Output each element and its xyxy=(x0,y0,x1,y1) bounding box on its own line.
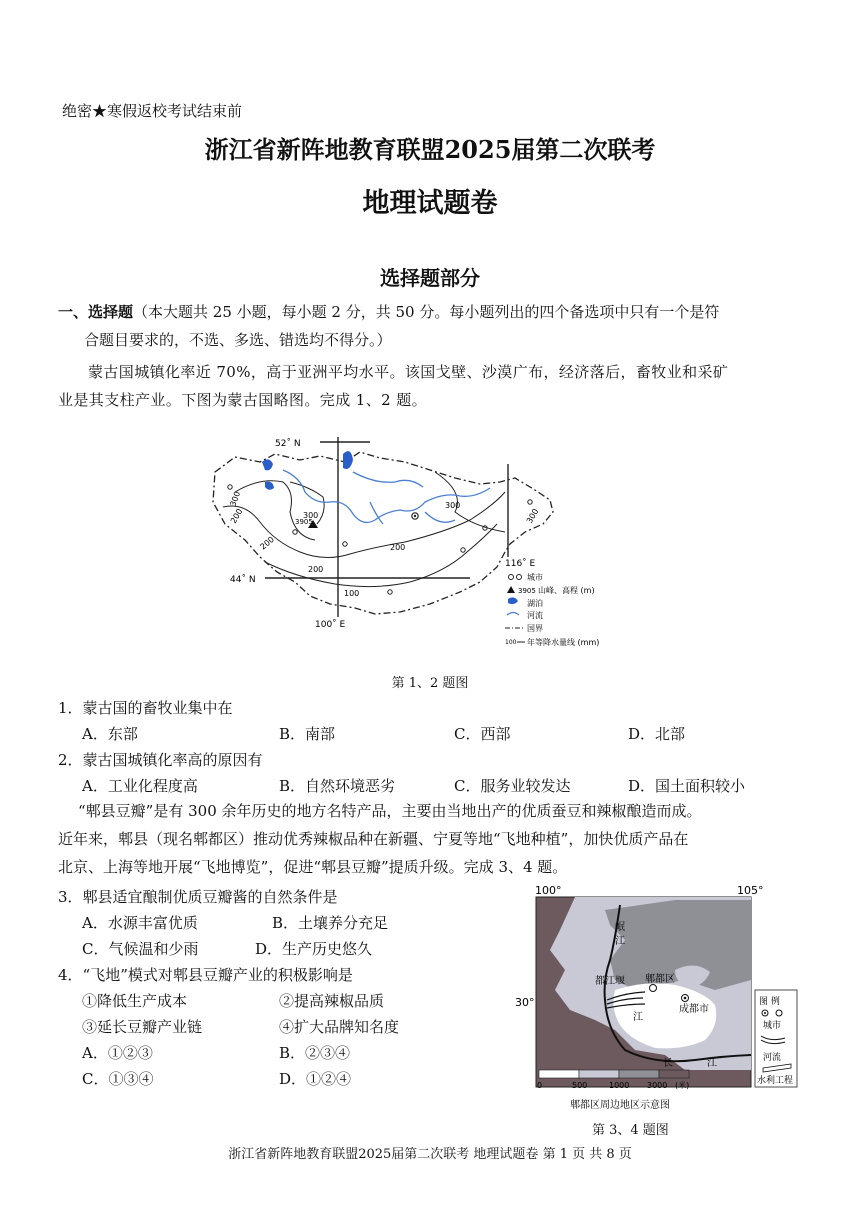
lat-30-label: 30° xyxy=(515,996,535,1009)
q4-statement-1: ①降低生产成本 xyxy=(82,992,188,1010)
river-min-jiang-label: 江 xyxy=(615,936,625,947)
passage2-line3: 北京、上海等地开展“飞地博览”，促进“郫县豆瓣”提质升级。完成 3、4 题。 xyxy=(58,858,568,876)
capital-dot xyxy=(414,515,416,517)
passage2-line2: 近年来，郫县（现名郫都区）推动优秀辣椒品种在新疆、宁夏等地“飞地种植”，加快优质产品在 xyxy=(58,830,689,848)
page-footer: 浙江省新阵地教育联盟2025届第二次联考 地理试题卷 第 1 页 共 8 页 xyxy=(228,1147,632,1162)
isoline-100 xyxy=(265,524,497,587)
legend-isoline: 年等降水量线 (mm) xyxy=(527,638,600,647)
q4-option-a[interactable]: A．①②③ xyxy=(82,1044,153,1062)
legend-lake-icon xyxy=(508,597,518,604)
legend-isoline-num: 100 xyxy=(505,639,517,646)
changjiang-chang-label: 长 xyxy=(663,1058,673,1069)
legend-river: 河流 xyxy=(527,611,543,620)
scale-0-500 xyxy=(539,1070,579,1078)
legend-border: 国界 xyxy=(527,624,543,633)
q4-statement-3: ③延长豆瓣产业链 xyxy=(82,1018,203,1036)
isoline-label-200: 200 xyxy=(258,534,276,552)
q1-option-a[interactable]: A．东部 xyxy=(82,725,138,743)
river-north xyxy=(353,472,423,487)
map2-legend-river: 河流 xyxy=(763,1053,782,1063)
scale-3000-plus xyxy=(659,1070,689,1078)
map2-legend-title: 图 例 xyxy=(759,997,780,1007)
q3-option-a[interactable]: A．水源丰富优质 xyxy=(82,914,198,932)
isoline-label-300: 300 xyxy=(445,501,461,510)
isoline-label-200: 200 xyxy=(228,507,245,525)
passage2 xyxy=(58,797,818,881)
chengdu-city-dot xyxy=(684,997,687,1000)
scale-label-500: 500 xyxy=(572,1081,588,1090)
label-116e: 116˚ E xyxy=(505,559,536,569)
subject-title: 地理试题卷 xyxy=(362,188,498,219)
q1-stem: 1．蒙古国的畜牧业集中在 xyxy=(58,699,233,717)
passage1-line1: 蒙古国城镇化率近 70%，高于亚洲平均水平。该国戈壁、沙漠广布，经济落后，畜牧业和采矿 xyxy=(88,363,729,381)
city-marker xyxy=(461,548,465,552)
passage1 xyxy=(58,358,808,414)
q3-option-c[interactable]: C．气候温和少雨 xyxy=(82,940,199,958)
chengdu-label: 成都市 xyxy=(679,1004,709,1015)
q2-option-d[interactable]: D．国土面积较小 xyxy=(628,777,746,795)
lon-100-label: 100° xyxy=(535,884,562,897)
scale-label-1000: 1000 xyxy=(609,1081,630,1090)
changjiang-jiang-label: 江 xyxy=(707,1058,717,1069)
q4-option-c[interactable]: C．①③④ xyxy=(82,1070,154,1088)
q4-statement-4: ④扩大品牌知名度 xyxy=(279,1018,400,1036)
lake-khovsgol xyxy=(343,451,353,469)
q3-stem: 3．郫县适宜酿制优质豆瓣酱的自然条件是 xyxy=(58,888,338,906)
lon-105-label: 105° xyxy=(737,884,764,897)
pidu-city-marker xyxy=(650,985,657,992)
q2-option-b[interactable]: B．自然环境恶劣 xyxy=(279,777,396,795)
legend-peak: 山峰、高程 (m) xyxy=(538,586,595,595)
legend-peak-icon xyxy=(507,586,515,593)
lake-uvs xyxy=(262,459,273,470)
legend-lake: 湖泊 xyxy=(527,599,543,608)
scale-label-unit: (米) xyxy=(675,1081,690,1090)
mongolia-map xyxy=(205,432,635,652)
legend-city-icon-dot xyxy=(764,1012,766,1014)
q4-option-d[interactable]: D．①②④ xyxy=(279,1070,352,1088)
map1-caption: 第 1、2 题图 xyxy=(391,676,469,691)
river-min-label: 岷 xyxy=(615,922,625,933)
scale-500-1000 xyxy=(579,1070,619,1078)
q4-stem: 4．“飞地”模式对郫县豆瓣产业的积极影响是 xyxy=(58,966,353,984)
map2-legend-project: 水利工程 xyxy=(757,1076,794,1086)
q2-stem: 2．蒙古国城镇化率高的原因有 xyxy=(58,751,263,769)
lake-khyargas xyxy=(265,482,274,490)
scale-label-3000: 3000 xyxy=(647,1081,668,1090)
q2-option-c[interactable]: C．服务业较发达 xyxy=(454,777,571,795)
isoline-label-200: 200 xyxy=(390,543,406,552)
q1-option-c[interactable]: C．西部 xyxy=(454,725,511,743)
passage2-line1: “郫县豆瓣”是有 300 余年历史的地方名特产品，主要由当地出产的优质蚕豆和辣椒酿造而成。 xyxy=(78,802,702,820)
legend-city-icon xyxy=(517,575,522,580)
isoline-label-300: 300 xyxy=(303,511,319,520)
q1-option-b[interactable]: B．南部 xyxy=(279,725,336,743)
river-east xyxy=(425,512,455,522)
city-marker xyxy=(228,485,232,489)
part1-instructions-a: （本大题共 25 小题，每小题 2 分，共 50 分。每小题列出的四个备选项中只有一个是符 xyxy=(133,303,720,321)
part1-instructions-b: 合题目要求的，不选、多选、错选均不得分。） xyxy=(84,331,392,349)
q3-option-b[interactable]: B．土壤养分充足 xyxy=(272,914,389,932)
confidential-note: 绝密★寒假返校考试结束前 xyxy=(62,102,243,120)
river-branch xyxy=(370,502,383,524)
map1-legend xyxy=(505,572,599,647)
label-44n: 44˚ N xyxy=(230,575,256,585)
q3-option-d[interactable]: D．生产历史悠久 xyxy=(255,940,373,958)
city-marker xyxy=(528,500,532,504)
map2-legend-city: 城市 xyxy=(763,1021,782,1031)
river-jiang-label: 江 xyxy=(633,1012,643,1023)
q2-option-a[interactable]: A．工业化程度高 xyxy=(82,777,198,795)
q4-option-b[interactable]: B．②③④ xyxy=(279,1044,351,1062)
legend-river-icon xyxy=(507,613,519,616)
exam-title: 浙江省新阵地教育联盟2025届第二次联考 xyxy=(204,135,656,164)
label-100e: 100˚ E xyxy=(315,620,346,630)
dujiangyan-label: 都江堰 xyxy=(595,976,625,987)
label-52n: 52˚ N xyxy=(275,439,301,449)
legend-peak-num: 3905 xyxy=(518,587,536,595)
map2-caption: 第 3、4 题图 xyxy=(592,1123,669,1138)
city-marker xyxy=(343,542,347,546)
section-title: 选择题部分 xyxy=(380,266,480,290)
part1-heading: 一、选择题 xyxy=(58,303,134,321)
q4-statement-2: ②提高辣椒品质 xyxy=(279,992,385,1010)
scale-label-0: 0 xyxy=(537,1081,543,1090)
isoline-label-200: 200 xyxy=(308,565,324,574)
legend-city: 城市 xyxy=(527,573,543,582)
scale-1000-3000 xyxy=(619,1070,659,1078)
peak-height-label: 3905 xyxy=(295,518,313,526)
legend-city-icon xyxy=(509,575,514,580)
isoline-label-300: 300 xyxy=(524,507,541,525)
pidu-label: 郫都区 xyxy=(645,974,675,985)
part1-heading-line xyxy=(58,298,808,326)
passage1-line2: 业是其支柱产业。下图为蒙古国略图。完成 1、2 题。 xyxy=(58,391,428,409)
map2-title: 郫都区周边地区示意图 xyxy=(570,1100,670,1111)
q1-option-d[interactable]: D．北部 xyxy=(628,725,686,743)
city-marker xyxy=(293,530,297,534)
isoline-label-300: 300 xyxy=(228,490,243,508)
isoline-label-100: 100 xyxy=(344,589,360,598)
city-marker xyxy=(388,590,392,594)
pidu-map xyxy=(515,880,800,1112)
border-line xyxy=(213,452,553,614)
